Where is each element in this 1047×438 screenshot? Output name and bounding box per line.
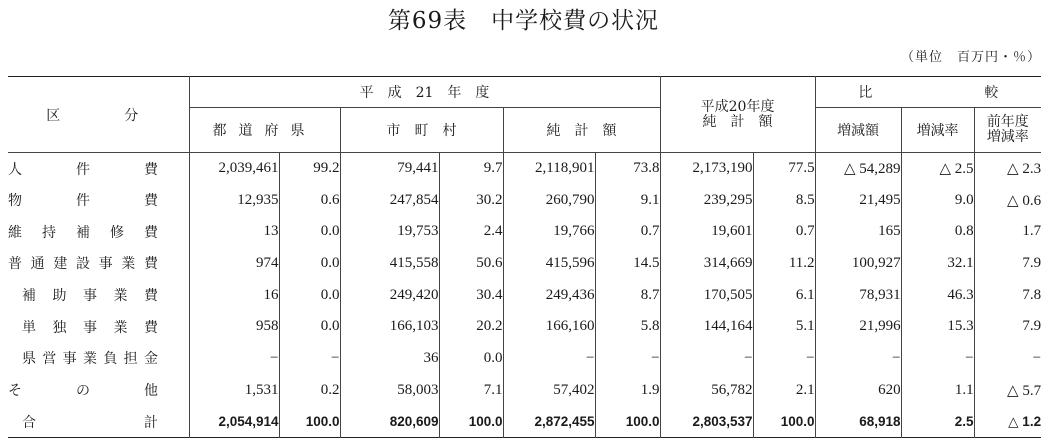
cell-h20-pct: 100.0 bbox=[753, 406, 815, 438]
row-label-char: 県 bbox=[22, 351, 36, 368]
row-label-char: 費 bbox=[144, 161, 158, 178]
row-label-char: 事 bbox=[98, 256, 113, 273]
cell-muni-pct: 9.7 bbox=[439, 153, 503, 185]
row-label-char: 負 bbox=[103, 351, 118, 368]
row-label bbox=[8, 374, 189, 406]
cell-muni: 820,609 bbox=[340, 406, 439, 438]
cell-muni: 58,003 bbox=[340, 374, 439, 406]
cell-net-pct: 1.9 bbox=[595, 374, 660, 406]
row-label bbox=[8, 279, 189, 311]
cell-diff: 68,918 bbox=[815, 406, 901, 438]
header-h20-line1: 平成20年度 bbox=[700, 98, 775, 115]
cell-muni-pct: 7.1 bbox=[439, 374, 503, 406]
cell-prev: △ 5.7 bbox=[974, 374, 1041, 406]
row-label-char: 事 bbox=[83, 319, 97, 336]
cell-muni: 249,420 bbox=[340, 279, 439, 311]
cell-diff: 21,996 bbox=[815, 311, 901, 343]
row-label-char: 費 bbox=[144, 224, 158, 241]
cell-net-pct: − bbox=[595, 343, 660, 375]
row-label-chars bbox=[8, 159, 158, 179]
cell-pref: 2,039,461 bbox=[189, 153, 279, 185]
table-row bbox=[8, 343, 1041, 375]
cell-diff: 21,495 bbox=[815, 184, 901, 216]
row-label-char: 合 bbox=[22, 414, 36, 431]
cell-prev: 7.8 bbox=[974, 279, 1041, 311]
cell-prev: 7.9 bbox=[974, 248, 1041, 280]
cell-pref: 974 bbox=[189, 248, 279, 280]
header-comparison: 比 較 bbox=[815, 77, 1041, 108]
cell-net: 260,790 bbox=[503, 184, 595, 216]
cell-h20-pct: 11.2 bbox=[753, 248, 815, 280]
row-label-char: の bbox=[76, 383, 90, 400]
cell-net-pct: 73.8 bbox=[595, 153, 660, 185]
row-label bbox=[8, 153, 189, 185]
table-row bbox=[8, 374, 1041, 406]
cell-diff: 165 bbox=[815, 216, 901, 248]
cell-prev: △ 0.6 bbox=[974, 184, 1041, 216]
cell-pref: 2,054,914 bbox=[189, 406, 279, 438]
cell-muni-pct: 50.6 bbox=[439, 248, 503, 280]
cell-h20-pct: − bbox=[753, 343, 815, 375]
cell-rate: 9.0 bbox=[901, 184, 974, 216]
cell-pref-pct: 0.0 bbox=[279, 248, 340, 280]
table-body bbox=[8, 153, 1041, 438]
cell-pref-pct: 100.0 bbox=[279, 406, 340, 438]
cell-pref: 958 bbox=[189, 311, 279, 343]
cell-net-pct: 100.0 bbox=[595, 406, 660, 438]
row-label-char: 独 bbox=[52, 319, 67, 336]
cell-diff: 100,927 bbox=[815, 248, 901, 280]
cell-prev: △ 1.2 bbox=[974, 406, 1041, 438]
cell-net-pct: 0.7 bbox=[595, 216, 660, 248]
row-label bbox=[8, 248, 189, 280]
cell-h20-pct: 5.1 bbox=[753, 311, 815, 343]
table-row bbox=[8, 153, 1041, 185]
row-label-char: 件 bbox=[76, 161, 90, 178]
row-label bbox=[8, 343, 189, 375]
header-prev-rate bbox=[974, 108, 1041, 153]
cell-muni: 415,558 bbox=[340, 248, 439, 280]
cell-rate: 46.3 bbox=[901, 279, 974, 311]
row-label-char: 通 bbox=[30, 256, 45, 273]
cell-h20: 144,164 bbox=[660, 311, 753, 343]
cell-h20-pct: 8.5 bbox=[753, 184, 815, 216]
cell-pref: 12,935 bbox=[189, 184, 279, 216]
cell-muni-pct: 2.4 bbox=[439, 216, 503, 248]
header-row-1 bbox=[8, 77, 1041, 108]
header-change-amount: 増減額 bbox=[815, 108, 901, 153]
cell-h20: 2,173,190 bbox=[660, 153, 753, 185]
cell-rate: 2.5 bbox=[901, 406, 974, 438]
cell-muni: 166,103 bbox=[340, 311, 439, 343]
cell-rate: 32.1 bbox=[901, 248, 974, 280]
cell-h20: 19,601 bbox=[660, 216, 753, 248]
row-label-char: 補 bbox=[22, 288, 36, 305]
header-h20-line2: 純 計 額 bbox=[702, 113, 773, 130]
row-label-char: 単 bbox=[22, 319, 36, 336]
cell-pref-pct: 99.2 bbox=[279, 153, 340, 185]
row-label-char: 金 bbox=[143, 351, 158, 368]
cell-muni-pct: 0.0 bbox=[439, 343, 503, 375]
cell-net-pct: 9.1 bbox=[595, 184, 660, 216]
header-prefecture: 都道府県 bbox=[189, 108, 340, 153]
cell-net: 2,118,901 bbox=[503, 153, 595, 185]
row-label-chars bbox=[22, 412, 158, 432]
cell-diff: 78,931 bbox=[815, 279, 901, 311]
row-label bbox=[8, 184, 189, 216]
cell-pref-pct: 0.2 bbox=[279, 374, 340, 406]
cell-h20-pct: 2.1 bbox=[753, 374, 815, 406]
row-label-char: 設 bbox=[75, 256, 90, 273]
cell-pref-pct: 0.0 bbox=[279, 279, 340, 311]
cell-pref-pct: 0.6 bbox=[279, 184, 340, 216]
cell-h20-pct: 77.5 bbox=[753, 153, 815, 185]
cell-h20: − bbox=[660, 343, 753, 375]
cell-net: 166,160 bbox=[503, 311, 595, 343]
cell-h20: 314,669 bbox=[660, 248, 753, 280]
cell-pref-pct: 0.0 bbox=[279, 311, 340, 343]
cell-net: 57,402 bbox=[503, 374, 595, 406]
school-expense-table bbox=[8, 76, 1041, 438]
header-change-rate: 増減率 bbox=[901, 108, 974, 153]
header-h20-net bbox=[660, 77, 815, 153]
cell-pref: 16 bbox=[189, 279, 279, 311]
row-label-char: 他 bbox=[144, 383, 158, 400]
row-label-char: 助 bbox=[52, 288, 67, 305]
unit-note: （単位 百万円・％） bbox=[900, 50, 1041, 65]
cell-h20: 239,295 bbox=[660, 184, 753, 216]
row-label-chars bbox=[8, 380, 158, 400]
row-label-char: 業 bbox=[82, 351, 97, 368]
row-label-char: 計 bbox=[144, 414, 158, 431]
header-net-total: 純 計 額 bbox=[503, 108, 660, 153]
cell-rate: − bbox=[901, 343, 974, 375]
cell-pref-pct: − bbox=[279, 343, 340, 375]
header-kubun: 区 分 bbox=[8, 77, 189, 153]
cell-rate: △ 2.5 bbox=[901, 153, 974, 185]
table-row bbox=[8, 216, 1041, 248]
row-label-char: 費 bbox=[144, 319, 158, 336]
row-label-char: 普 bbox=[8, 256, 22, 273]
cell-pref-pct: 0.0 bbox=[279, 216, 340, 248]
cell-net-pct: 8.7 bbox=[595, 279, 660, 311]
cell-rate: 1.1 bbox=[901, 374, 974, 406]
table-row bbox=[8, 279, 1041, 311]
row-label-char: 費 bbox=[144, 193, 158, 210]
row-label-chars bbox=[22, 317, 158, 337]
cell-net: 415,596 bbox=[503, 248, 595, 280]
cell-prev: 1.7 bbox=[974, 216, 1041, 248]
header-prev-rate-line2: 増減率 bbox=[986, 129, 1029, 145]
cell-muni: 247,854 bbox=[340, 184, 439, 216]
cell-h20: 56,782 bbox=[660, 374, 753, 406]
row-label-char: 費 bbox=[144, 288, 158, 305]
row-label-char: 件 bbox=[76, 193, 90, 210]
cell-muni-pct: 30.2 bbox=[439, 184, 503, 216]
row-label-char: 持 bbox=[42, 224, 56, 241]
cell-muni: 36 bbox=[340, 343, 439, 375]
cell-muni: 79,441 bbox=[340, 153, 439, 185]
row-label-chars bbox=[8, 253, 158, 273]
row-label-char: 建 bbox=[53, 256, 68, 273]
table-row bbox=[8, 311, 1041, 343]
row-label-char: 人 bbox=[8, 161, 22, 178]
table-row bbox=[8, 248, 1041, 280]
cell-h20: 170,505 bbox=[660, 279, 753, 311]
page-title: 第69表 中学校費の状況 bbox=[387, 8, 660, 34]
row-label-char: 補 bbox=[76, 224, 90, 241]
row-label-char: 維 bbox=[8, 224, 22, 241]
row-label-char: 業 bbox=[113, 319, 128, 336]
cell-net: 249,436 bbox=[503, 279, 595, 311]
cell-h20: 2,803,537 bbox=[660, 406, 753, 438]
cell-net-pct: 14.5 bbox=[595, 248, 660, 280]
row-label-char: 業 bbox=[121, 256, 136, 273]
row-label-char: 事 bbox=[83, 288, 97, 305]
row-label-char: 事 bbox=[62, 351, 77, 368]
cell-muni-pct: 30.4 bbox=[439, 279, 503, 311]
row-label-char: 担 bbox=[123, 351, 138, 368]
row-label-chars bbox=[8, 222, 158, 242]
row-label-char: そ bbox=[8, 383, 22, 400]
row-label-chars bbox=[22, 348, 158, 368]
cell-diff: 620 bbox=[815, 374, 901, 406]
cell-rate: 0.8 bbox=[901, 216, 974, 248]
cell-net: 2,872,455 bbox=[503, 406, 595, 438]
cell-net-pct: 5.8 bbox=[595, 311, 660, 343]
header-h21: 平 成 21 年 度 bbox=[189, 77, 660, 108]
row-label bbox=[8, 216, 189, 248]
table-row bbox=[8, 184, 1041, 216]
row-label-chars bbox=[8, 190, 158, 210]
cell-pref: − bbox=[189, 343, 279, 375]
row-label-char: 業 bbox=[113, 288, 128, 305]
row-label-char: 営 bbox=[42, 351, 57, 368]
cell-h20-pct: 6.1 bbox=[753, 279, 815, 311]
cell-h20-pct: 0.7 bbox=[753, 216, 815, 248]
header-municipality: 市 町 村 bbox=[340, 108, 503, 153]
cell-net: − bbox=[503, 343, 595, 375]
cell-prev: − bbox=[974, 343, 1041, 375]
cell-diff: − bbox=[815, 343, 901, 375]
cell-diff: △ 54,289 bbox=[815, 153, 901, 185]
cell-rate: 15.3 bbox=[901, 311, 974, 343]
cell-prev: △ 2.3 bbox=[974, 153, 1041, 185]
cell-muni: 19,753 bbox=[340, 216, 439, 248]
header-prev-rate-line1: 前年度 bbox=[986, 114, 1029, 130]
cell-muni-pct: 20.2 bbox=[439, 311, 503, 343]
cell-net: 19,766 bbox=[503, 216, 595, 248]
cell-muni-pct: 100.0 bbox=[439, 406, 503, 438]
row-label-char: 物 bbox=[8, 193, 22, 210]
cell-pref: 13 bbox=[189, 216, 279, 248]
row-label-char: 費 bbox=[143, 256, 158, 273]
cell-prev: 7.9 bbox=[974, 311, 1041, 343]
row-label-char: 修 bbox=[110, 224, 124, 241]
row-label bbox=[8, 311, 189, 343]
cell-pref: 1,531 bbox=[189, 374, 279, 406]
row-label-chars bbox=[22, 285, 158, 305]
